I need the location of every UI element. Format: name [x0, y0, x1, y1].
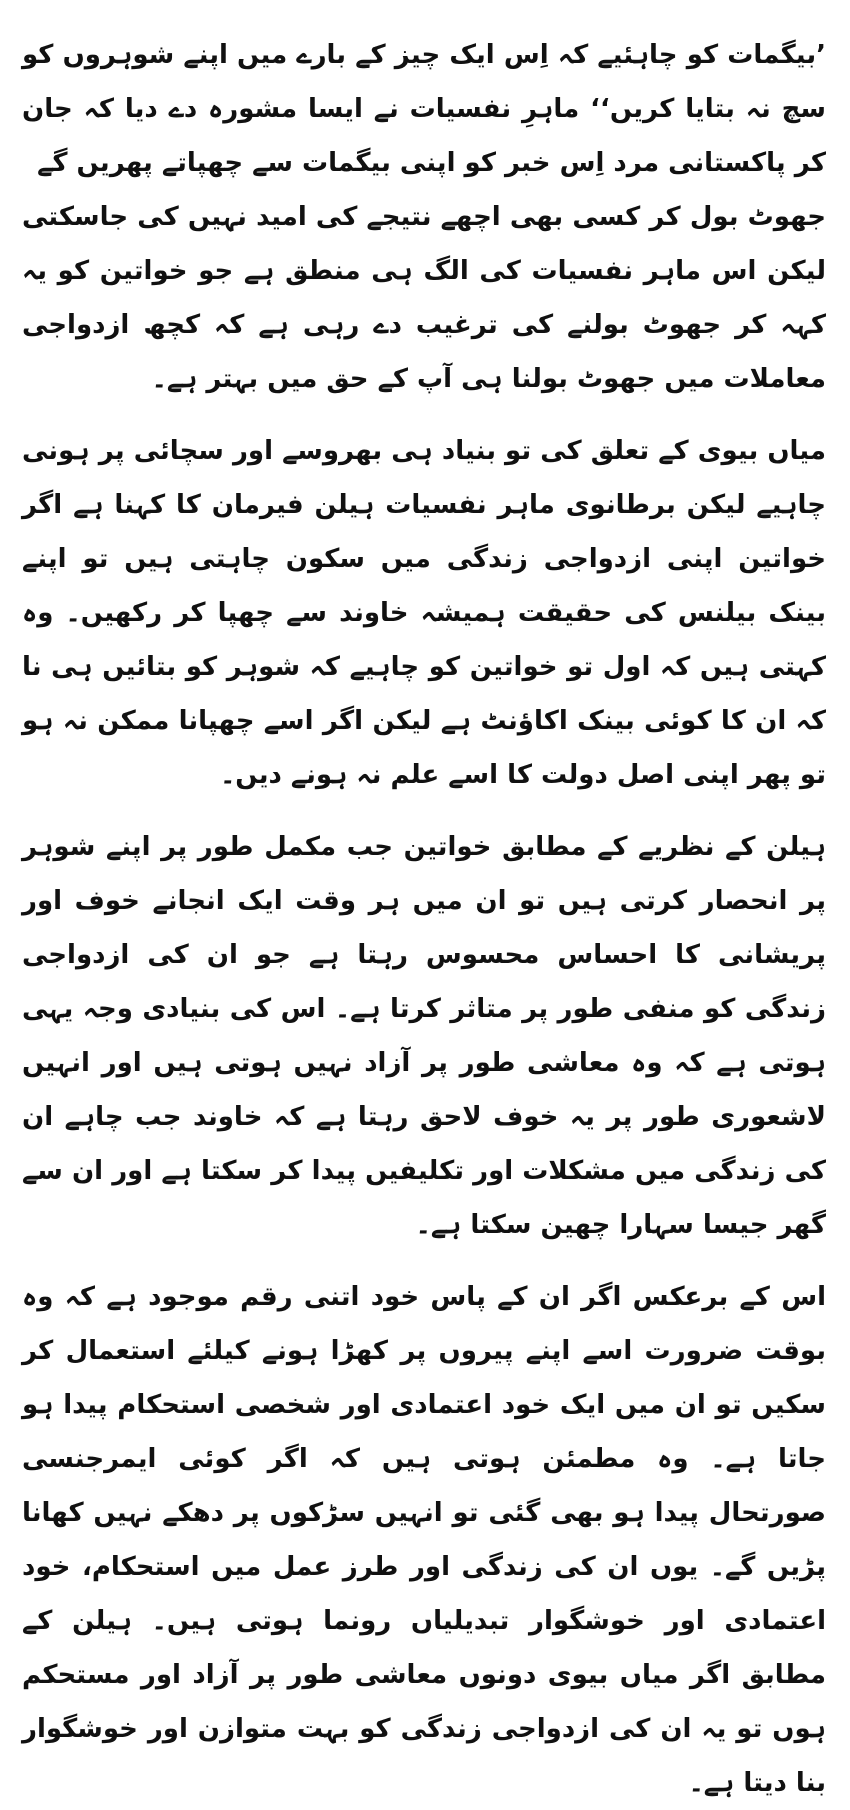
article-paragraph-3: میاں بیوی کے تعلق کی تو بنیاد ہی بھروسے اور سچائی پر ہونی چاہیے لیکن برطانوی ماہر نفسیات ہیلن فیرمان کا کہنا ہے اگر خواتین اپنی ازدواجی زندگی میں سکون چاہتی ہیں تو اپنے بینک بیلنس کی حقیقت ہمیشہ خاوند سے چھپا کر رکھیں۔ وہ کہتی ہیں کہ اول تو خواتین کو چاہیے کہ شوہر کو بتائیں ہی نا کہ ان کا کوئی بینک اکاؤنٹ ہے لیکن اگر اسے چھپانا ممکن نہ ہو تو پھر اپنی اصل دولت کا اسے علم نہ ہونے دیں۔ [22, 436, 826, 790]
article-paragraph-4: ہیلن کے نظریے کے مطابق خواتین جب مکمل طور پر اپنے شوہر پر انحصار کرتی ہیں تو ان میں ہر وقت ایک انجانے خوف اور پریشانی کا احساس محسوس رہتا ہے جو ان کی ازدواجی زندگی کو منفی طور پر متاثر کرتا ہے۔ اس کی بنیادی وجہ یہی ہوتی ہے کہ وہ معاشی طور پر آزاد نہیں ہوتی ہیں اور انہیں لاشعوری طور پر یہ خوف لاحق رہتا ہے کہ خاوند جب چاہے ان کی زندگی میں مشکلات اور تکلیفیں پیدا کر سکتا ہے اور ان سے گھر جیسا سہارا چھین سکتا ہے۔ [22, 832, 826, 1240]
article-paragraph-1: ’بیگمات کو چاہئیے کہ اِس ایک چیز کے بارے میں اپنے شوہروں کو سچ نہ بتایا کریں‘‘ ماہرِ نفسیات نے ایسا مشورہ دے دیا کہ جان کر پاکستانی مرد اِس خبر کو اپنی بیگمات سے چھپاتے پھریں گے [22, 40, 826, 178]
article-paragraph-2: جھوٹ بول کر کسی بھی اچھے نتیجے کی امید نہیں کی جاسکتی لیکن اس ماہر نفسیات کی الگ ہی منطق ہے جو خواتین کو یہ کہہ کر جھوٹ بولنے کی ترغیب دے رہی ہے کہ کچھ ازدواجی معاملات میں جھوٹ بولنا ہی آپ کے حق میں بہتر ہے۔ [22, 202, 826, 394]
article-paragraph-5: اس کے برعکس اگر ان کے پاس خود اتنی رقم موجود ہے کہ وہ بوقت ضرورت اسے اپنے پیروں پر کھڑا ہونے کیلئے استعمال کر سکیں تو ان میں ایک خود اعتمادی اور شخصی استحکام پیدا ہو جاتا ہے۔ وہ مطمئن ہوتی ہیں کہ اگر کوئی ایمرجنسی صورتحال پیدا ہو بھی گئی تو انہیں سڑکوں پر دھکے نہیں کھانا پڑیں گے۔ یوں ان کی زندگی اور طرز عمل میں استحکام، خود اعتمادی اور خوشگوار تبدیلیاں رونما ہوتی ہیں۔ ہیلن کے مطابق اگر میاں بیوی دونوں معاشی طور پر آزاد اور مستحکم ہوں تو یہ ان کی ازدواجی زندگی کو بہت متوازن اور خوشگوار بنا دیتا ہے۔ [22, 1282, 826, 1798]
article-body [22, 28, 826, 1810]
